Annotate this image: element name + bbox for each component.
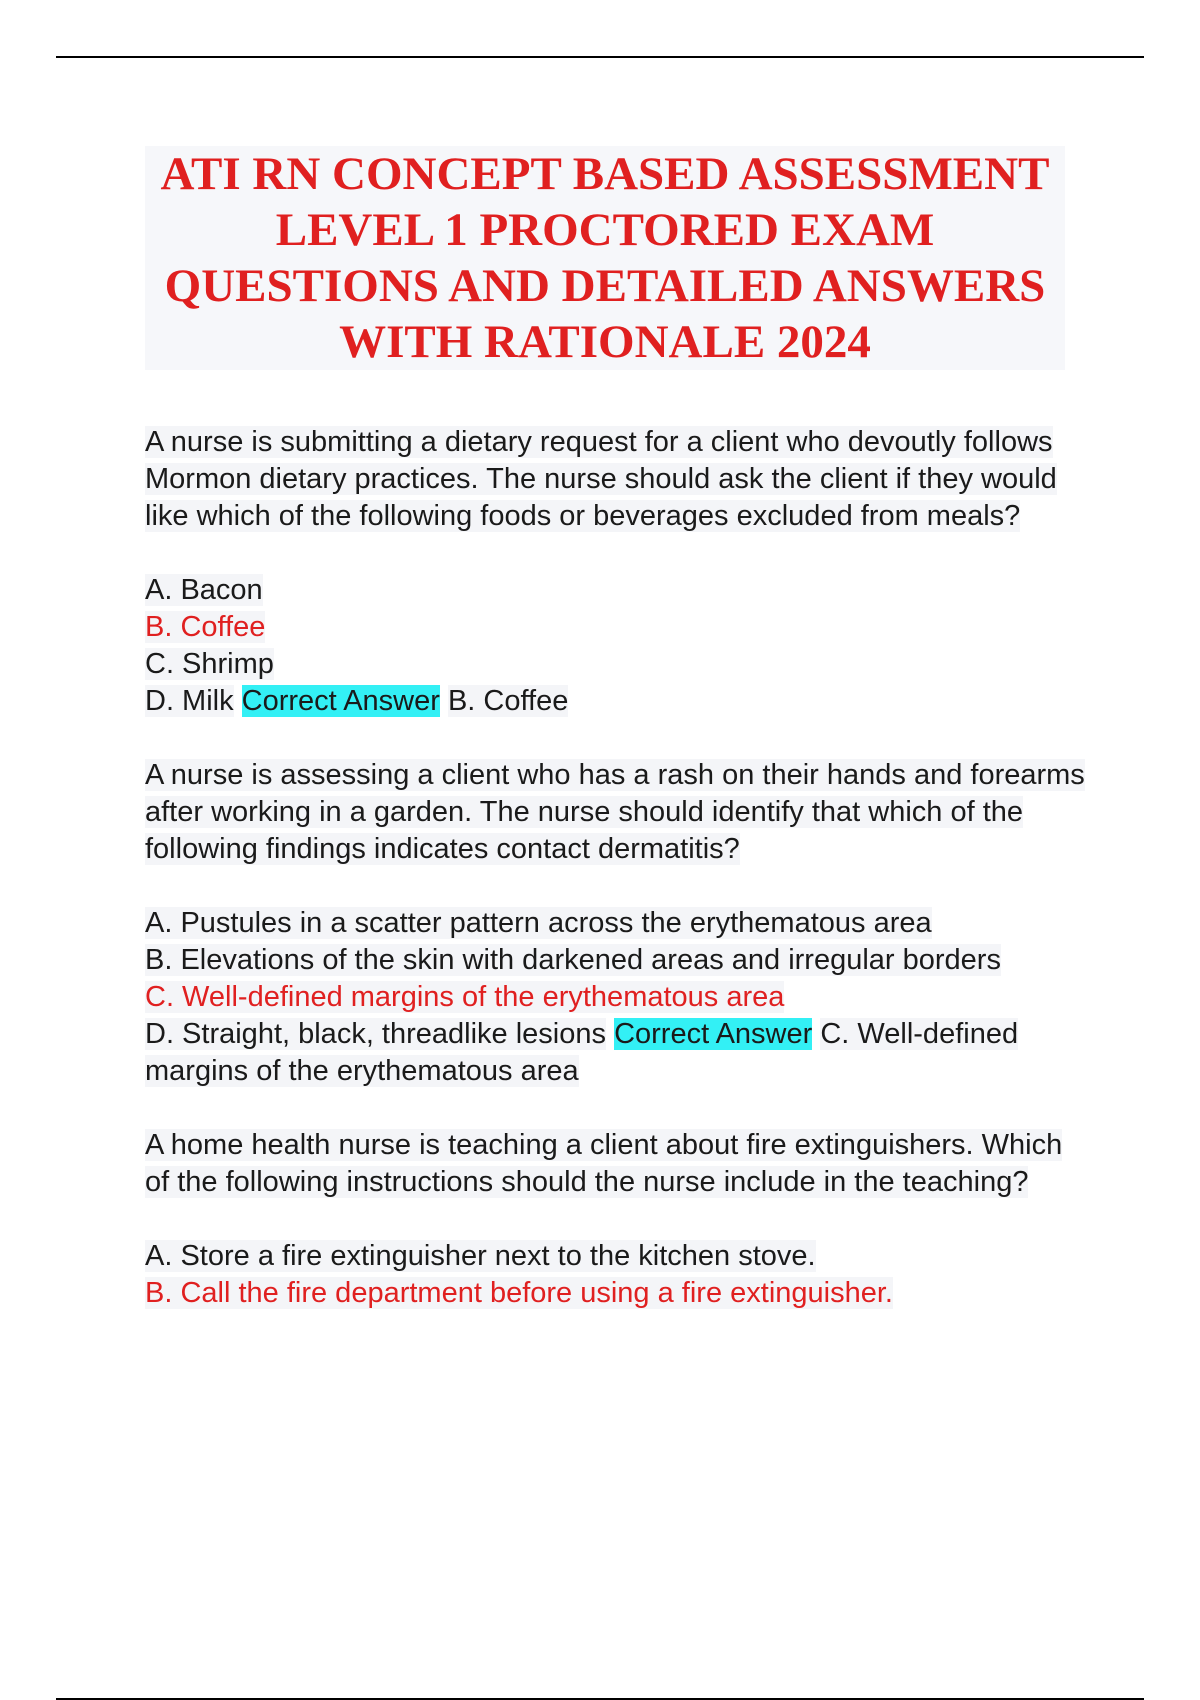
question-1 [145,424,1085,720]
question-2 [145,757,1085,1090]
option-d: D. Milk Correct Answer B. Coffee [145,685,569,717]
question-stem: A home health nurse is teaching a client about fire extinguishers. Which of the following instructions should the nurse include in the teaching? [145,1129,1063,1198]
option-c-correct: C. Well-defined margins of the erythematous area [145,981,785,1013]
question-stem: A nurse is assessing a client who has a rash on their hands and forearms after working in a garden. The nurse should identify that which of the following findings indicates contact dermatitis? [145,759,1085,865]
document-title: ATI RN CONCEPT BASED ASSESSMENT LEVEL 1 PROCTORED EXAM QUESTIONS AND DETAILED ANSWERS WITH RATIONALE 2024 [145,146,1065,370]
option-b-correct: B. Coffee [145,611,266,643]
top-rule [56,56,1144,58]
answer-text: C. Well-defined margins of the erythematous area [145,1018,1019,1087]
option-a: A. Bacon [145,574,263,606]
document-body [145,424,1085,1312]
option-a: A. Store a fire extinguisher next to the kitchen stove. [145,1240,816,1272]
correct-answer-label: Correct Answer [614,1018,813,1050]
answer-text: B. Coffee [447,685,569,717]
option-c: C. Shrimp [145,648,274,680]
question-stem: A nurse is submitting a dietary request for a client who devoutly follows Mormon dietary practices. The nurse should ask the client if they would like which of the following foods or beverages excluded from meals? [145,426,1057,532]
correct-answer-label: Correct Answer [241,685,440,717]
option-d: D. Straight, black, threadlike lesions Correct Answer C. Well-defined margins of the erythematous area [145,1018,1019,1087]
question-3 [145,1127,1085,1312]
option-b-correct: B. Call the fire department before using a fire extinguisher. [145,1277,893,1309]
option-a: A. Pustules in a scatter pattern across the erythematous area [145,907,932,939]
option-b: B. Elevations of the skin with darkened areas and irregular borders [145,944,1001,976]
